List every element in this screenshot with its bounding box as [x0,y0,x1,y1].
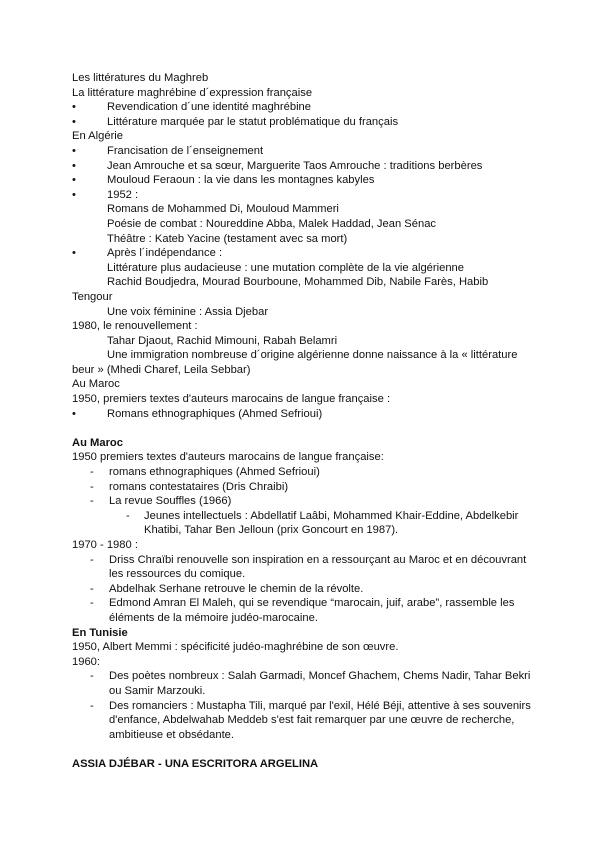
list-item: • Jean Amrouche et sa sœur, Marguerite Taos Amrouche : traditions berbères [72,159,483,172]
list-item: • Francisation de l´enseignement [72,144,264,157]
text-line: Littérature plus audacieuse : une mutation complète de la vie algérienne [107,261,464,274]
text-line: 1970 - 1980 : [72,539,138,551]
dash-marker: - [90,480,94,493]
dash-marker: - [90,466,94,479]
list-item: • Romans ethnographiques (Ahmed Sefrioui) [72,407,323,420]
list-item: • Mouloud Feraoun : la vie dans les montagnes kabyles [72,174,375,187]
text-line: Une voix féminine : Assia Djebar [107,305,269,318]
text-line: Poésie de combat : Noureddine Abba, Malek Haddad, Jean Sénac [107,217,437,230]
text-line: beur » (Mhedi Charef, Leila Sebbar) [72,363,251,376]
list-item: - romans contestataires (Dris Chraibi) [90,480,289,493]
list-item: • Après l´indépendance : [72,247,223,260]
text-line: 1960: [72,655,100,668]
list-item: • Littérature marquée par le statut problématique du français [72,115,399,128]
bullet-marker: • [72,115,76,128]
doc-title: Les littératures du Maghreb [72,72,209,84]
bullet-marker: • [72,247,76,260]
text-line: 1950, Albert Memmi : spécificité judéo-maghrébine de son œuvre. [72,641,399,654]
sub-list-item: - Jeunes intellectuels : Abdellatif Laâbi, Mohammed Khair-Eddine, Abdelkebir Khatibi, Tahar Ben Jelloun (prix Goncourt en 1987). [126,509,519,537]
dash-marker: - [90,699,94,712]
bullet-marker: • [72,101,76,114]
bullet-marker: • [72,174,76,187]
dash-marker: - [90,597,94,610]
list-item: • 1952 : [72,188,139,201]
dash-marker: - [90,495,94,508]
list-item: - Abdelhak Serhane retrouve le chemin de la révolte. [90,582,364,595]
bullet-marker: • [72,144,76,157]
list-item: - Des poètes nombreux : Salah Garmadi, Moncef Ghachem, Chems Nadir, Tahar Bekri ou Samir Marzouki. [90,670,531,697]
bullet-marker: • [72,188,76,201]
text-line: Tengour [72,290,113,303]
spacer [72,421,532,436]
list-item: - La revue Souffles (1966) [90,495,232,508]
section-heading-maroc: Au Maroc [72,436,123,449]
dash-marker: - [90,553,94,566]
bullet-marker: • [72,159,76,172]
text-line: Romans de Mohammed Di, Mouloud Mammeri [107,203,339,216]
text-line: Une immigration nombreuse d´origine algérienne donne naissance à la « littérature [107,349,518,362]
dash-marker: - [126,509,130,522]
doc-subtitle: La littérature maghrébine d´expression française [72,86,313,99]
dash-marker: - [90,582,94,595]
list-item: - Edmond Amran El Maleh, qui se revendique “marocain, juif, arabe”, rassemble les éléments de la mémoire judéo-marocaine. [90,597,515,624]
list-item: - Des romanciers : Mustapha Tili, marqué par l'exil, Hélé Béji, attentive à ses souvenirs d'enfance, Abdelwahab Meddeb s'est fait remarquer par une œuvre de recherche, ambitieuse et obsédante. [90,699,531,741]
text-line: Théâtre : Kateb Yacine (testament avec sa mort) [107,232,348,245]
final-heading: ASSIA DJÉBAR - UNA ESCRITORA ARGELINA [72,757,319,770]
spacer [72,742,532,757]
text-line: Tahar Djaout, Rachid Mimouni, Rabah Belamri [107,334,338,347]
bullet-marker: • [72,407,76,420]
section-heading-maroc-short: Au Maroc [72,378,120,391]
list-item: - Driss Chraïbi renouvelle son inspiration en a ressourçant au Maroc et en découvrant les ressources du comique. [90,553,527,581]
section-heading-algerie: En Algérie [72,130,123,143]
text-line: 1950 premiers textes d'auteurs marocains de langue française: [72,451,384,464]
list-item: • Revendication d´une identité maghrébine [72,101,311,114]
text-line: 1950, premiers textes d'auteurs marocains de langue française : [72,393,391,406]
list-item: - romans ethnographiques (Ahmed Sefrioui) [90,466,320,479]
document-page [72,71,532,772]
text-line: 1980, le renouvellement : [72,320,198,333]
text-line: Rachid Boudjedra, Mourad Bourboune, Mohammed Dib, Nabile Farès, Habib [107,276,489,289]
dash-marker: - [90,670,94,683]
section-heading-tunisie: En Tunisie [72,626,128,639]
